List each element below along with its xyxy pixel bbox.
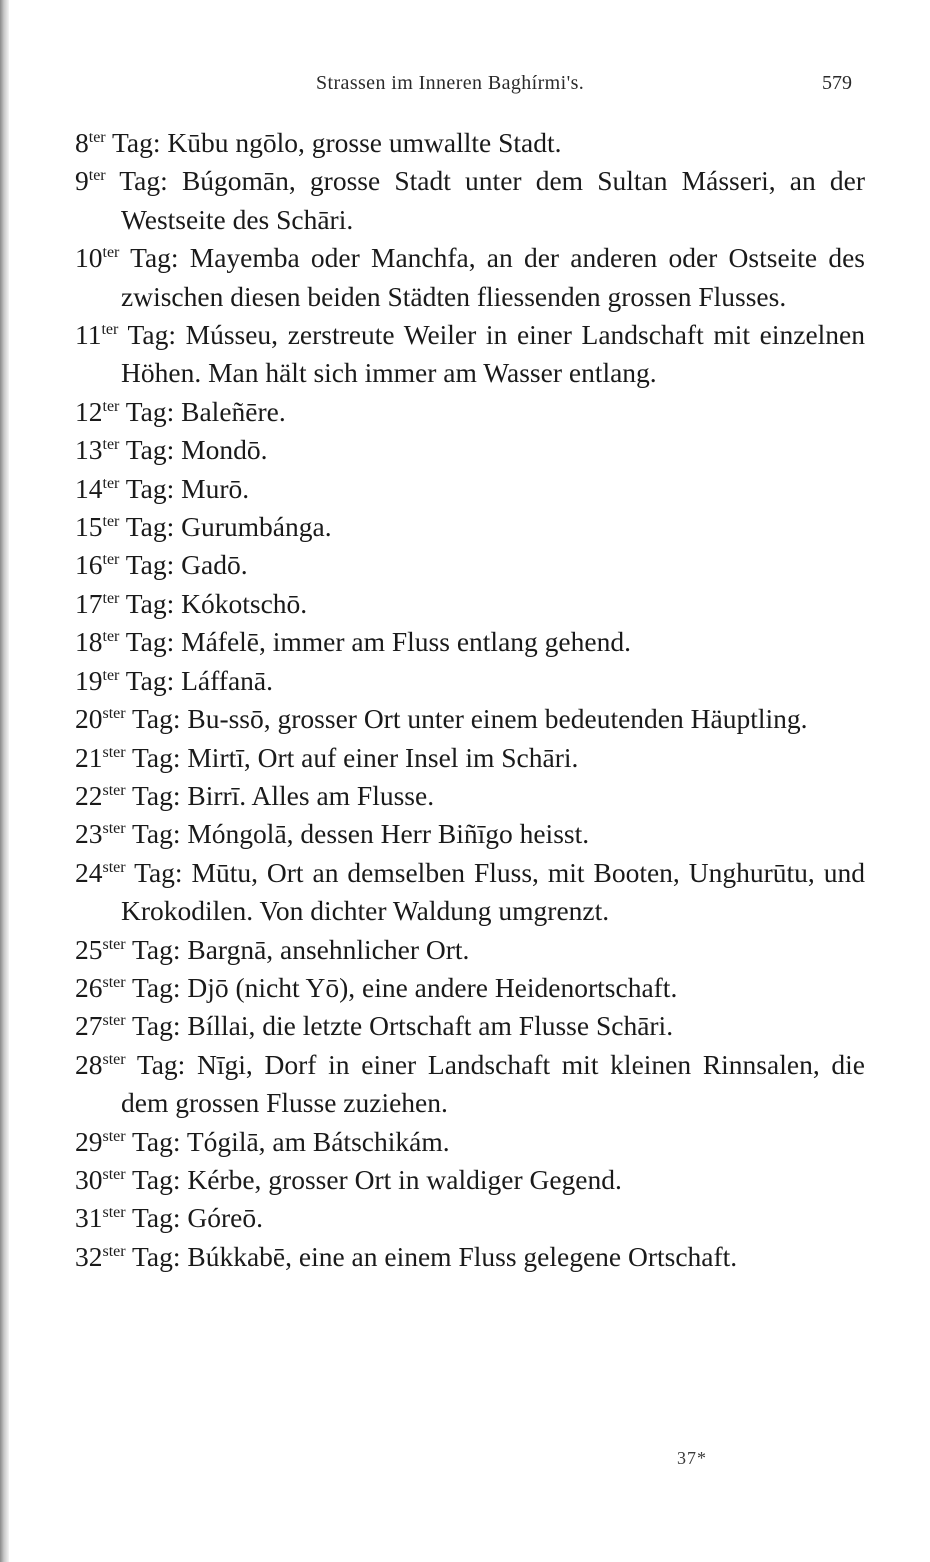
entry-label: Tag:: [125, 395, 175, 427]
entry-day-suffix: ter: [102, 628, 120, 646]
list-item: [75, 623, 865, 661]
entry-day-suffix: ter: [88, 167, 106, 185]
entry-label: Tag:: [127, 319, 176, 351]
itinerary-list: [75, 124, 865, 1276]
list-item: [75, 931, 865, 969]
entry-day: [75, 703, 126, 734]
entry-label: Tag:: [125, 472, 175, 504]
entry-day-number: 32: [75, 1240, 103, 1272]
entry-day: [75, 1049, 126, 1080]
running-title: Strassen im Inneren Baghírmi's.: [316, 72, 585, 94]
entry-label: Tag:: [125, 664, 175, 696]
entry-label: Tag:: [132, 1240, 181, 1272]
entry-text: Kókotschō.: [181, 587, 308, 619]
list-item: [75, 739, 865, 777]
entry-day-number: 13: [75, 434, 103, 466]
entry-day-suffix: ster: [102, 1012, 126, 1030]
entry-label: Tag:: [132, 1125, 181, 1157]
list-item: [75, 546, 865, 584]
entry-text: Bu-ssō, grosser Ort unter einem bedeutenden Häuptling.: [187, 703, 808, 735]
entry-day-number: 23: [75, 818, 103, 850]
entry-text: Baleñēre.: [181, 395, 286, 427]
entry-day-number: 21: [75, 741, 103, 773]
entry-day-number: 24: [75, 856, 103, 888]
entry-day: [75, 934, 126, 965]
entry-day-number: 26: [75, 971, 103, 1003]
entry-day-number: 31: [75, 1202, 103, 1234]
entry-day-suffix: ter: [102, 513, 120, 531]
page-edge-shadow: [0, 0, 9, 1562]
entry-day: [75, 549, 119, 580]
entry-day: [75, 780, 126, 811]
entry-label: Tag:: [125, 587, 175, 619]
entry-text: Gadō.: [181, 549, 248, 581]
list-item: [75, 162, 865, 239]
list-item: [75, 508, 865, 546]
list-item: [75, 1007, 865, 1045]
entry-day-suffix: ter: [102, 551, 120, 569]
list-item: [75, 1161, 865, 1199]
page-number: 579: [822, 72, 852, 94]
list-item: [75, 969, 865, 1007]
entry-day: [75, 742, 126, 773]
list-item: [75, 316, 865, 393]
entry-text: Góreō.: [187, 1202, 263, 1234]
list-item: [75, 393, 865, 431]
entry-label: Tag:: [125, 549, 175, 581]
entry-text: Móngolā, dessen Herr Biñīgo heisst.: [187, 818, 590, 850]
entry-day-number: 29: [75, 1125, 103, 1157]
entry-day-suffix: ster: [102, 705, 126, 723]
entry-day: [75, 1126, 126, 1157]
entry-text: Kūbu ngōlo, grosse umwallte Stadt.: [167, 127, 562, 158]
entry-label: Tag:: [125, 511, 175, 543]
entry-day: [75, 396, 119, 427]
entry-day-suffix: ter: [102, 397, 120, 415]
entry-label: Tag:: [132, 818, 181, 850]
entry-day: [75, 511, 119, 542]
entry-text: Mirtī, Ort auf einer Insel im Schāri.: [187, 741, 579, 773]
list-item: [75, 585, 865, 623]
list-item: [75, 1123, 865, 1161]
entry-text: Bíllai, die letzte Ortschaft am Flusse Schāri.: [187, 1010, 674, 1042]
entry-label: Tag:: [132, 1202, 181, 1234]
list-item: [75, 239, 865, 316]
entry-day: [75, 1202, 126, 1233]
list-item: [75, 662, 865, 700]
entry-label: Tag:: [132, 971, 181, 1003]
list-item: [75, 854, 865, 931]
entry-day-suffix: ster: [102, 858, 126, 876]
entry-day-number: 12: [75, 395, 103, 427]
entry-label: Tag:: [125, 434, 175, 466]
entry-day: [75, 473, 119, 504]
entry-label: Tag:: [132, 703, 181, 735]
entry-day: [75, 319, 118, 350]
list-item: [75, 470, 865, 508]
entry-day-suffix: ster: [102, 973, 126, 991]
entry-day-number: 8: [75, 127, 89, 158]
entry-day-number: 22: [75, 779, 103, 811]
entry-day-number: 9: [75, 165, 89, 197]
entry-label: Tag:: [132, 933, 181, 965]
entry-day-number: 25: [75, 933, 103, 965]
entry-day-number: 10: [75, 242, 103, 274]
entry-day: [75, 818, 126, 849]
entry-label: Tag:: [132, 779, 181, 811]
entry-text: Mūtu, Ort an demselben Fluss, mit Booten, Unghurūtu, und Krokodilen. Von dichter Waldung umgrenzt.: [121, 856, 865, 927]
entry-text: Birrī. Alles am Flusse.: [187, 779, 435, 811]
entry-day: [75, 588, 119, 619]
entry-day-number: 27: [75, 1010, 103, 1042]
entry-day: [75, 127, 106, 158]
entry-text: Djō (nicht Yō), eine andere Heidenortschaft.: [187, 971, 678, 1003]
entry-day-suffix: ster: [102, 935, 126, 953]
entry-label: Tag:: [112, 127, 161, 158]
entry-day-suffix: ster: [102, 781, 126, 799]
entry-label: Tag:: [134, 856, 183, 888]
entry-text: Mondō.: [181, 434, 268, 466]
entry-label: Tag:: [132, 1010, 181, 1042]
list-item: [75, 1046, 865, 1123]
entry-day: [75, 242, 119, 273]
entry-text: Kérbe, grosser Ort in waldiger Gegend.: [187, 1163, 622, 1195]
entry-day-suffix: ster: [102, 1204, 126, 1222]
entry-day: [75, 665, 119, 696]
entry-day-suffix: ster: [102, 1165, 126, 1183]
list-item: [75, 1238, 865, 1276]
entry-day: [75, 434, 119, 465]
entry-day-suffix: ter: [102, 474, 120, 492]
printer-signature: 37*: [677, 1448, 707, 1468]
entry-text: Bargnā, ansehnlicher Ort.: [187, 933, 470, 965]
list-item: [75, 124, 865, 162]
list-item: [75, 777, 865, 815]
list-item: [75, 815, 865, 853]
entry-text: Tógilā, am Bátschikám.: [186, 1125, 450, 1157]
entry-day-number: 15: [75, 511, 103, 543]
entry-day-number: 14: [75, 472, 103, 504]
entry-day: [75, 626, 119, 657]
entry-day: [75, 1164, 126, 1195]
entry-text: Máfelē, immer am Fluss entlang gehend.: [181, 626, 631, 658]
entry-day: [75, 165, 106, 196]
entry-text: Murō.: [181, 472, 250, 504]
list-item: [75, 431, 865, 469]
entry-day-suffix: ter: [102, 436, 120, 454]
entry-text: Búkkabē, eine an einem Fluss gelegene Ortschaft.: [187, 1240, 738, 1272]
entry-label: Tag:: [132, 741, 181, 773]
entry-label: Tag:: [132, 1163, 181, 1195]
list-item: [75, 700, 865, 738]
entry-label: Tag:: [125, 626, 175, 658]
entry-day-number: 19: [75, 664, 103, 696]
entry-day: [75, 857, 126, 888]
entry-day-number: 18: [75, 626, 103, 658]
page-header: [0, 72, 930, 104]
entry-day-number: 28: [75, 1048, 103, 1080]
entry-day-number: 11: [75, 319, 102, 351]
entry-day-suffix: ster: [102, 1242, 126, 1260]
entry-label: Tag:: [119, 165, 168, 197]
entry-text: Mayemba oder Manchfa, an der anderen oder Ostseite des zwischen diesen beiden Städten fliessenden grossen Flusses.: [121, 242, 865, 312]
entry-day-suffix: ster: [102, 743, 126, 761]
entry-text: Nīgi, Dorf in einer Landschaft mit kleinen Rinnsalen, die dem grossen Flusse zuziehen.: [121, 1048, 865, 1119]
entry-day-suffix: ster: [102, 820, 126, 838]
entry-day-number: 17: [75, 587, 103, 619]
entry-day: [75, 972, 126, 1003]
entry-text: Gurumbánga.: [181, 511, 332, 543]
entry-day-suffix: ter: [102, 589, 120, 607]
entry-day-suffix: ster: [102, 1127, 126, 1145]
entry-day-suffix: ter: [88, 129, 106, 146]
entry-text: Músseu, zerstreute Weiler in einer Landschaft mit einzelnen Höhen. Man hält sich immer am Wasser entlang.: [121, 319, 865, 389]
entry-day-number: 20: [75, 703, 103, 735]
entry-day-suffix: ster: [102, 1050, 126, 1068]
entry-text: Láffanā.: [181, 664, 273, 696]
entry-day-number: 30: [75, 1163, 103, 1195]
entry-label: Tag:: [136, 1048, 186, 1080]
entry-day-suffix: ter: [102, 666, 120, 684]
entry-day-suffix: ter: [102, 244, 120, 262]
entry-text: Búgomān, grosse Stadt unter dem Sultan Másseri, an der Westseite des Schāri.: [121, 165, 865, 235]
entry-day: [75, 1010, 126, 1041]
entry-day-number: 16: [75, 549, 103, 581]
list-item: [75, 1199, 865, 1237]
entry-day: [75, 1241, 126, 1272]
entry-label: Tag:: [130, 242, 179, 274]
entry-day-suffix: ter: [101, 321, 119, 339]
